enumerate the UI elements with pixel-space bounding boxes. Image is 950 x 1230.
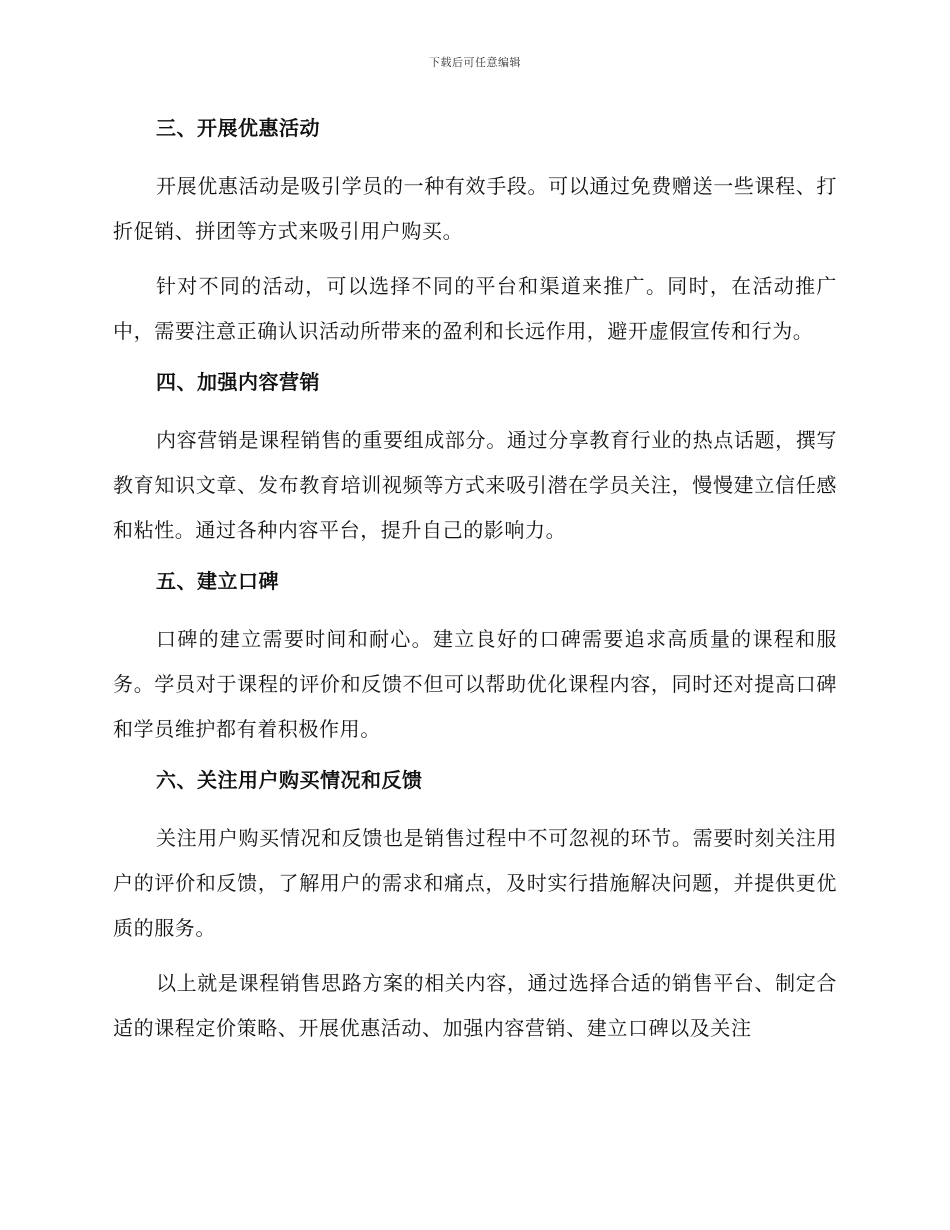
page-header-note: 下载后可任意编辑 — [429, 56, 521, 69]
section-content-marketing — [113, 364, 837, 553]
section-heading: 三、开展优惠活动 — [156, 116, 320, 140]
paragraph: 以上就是课程销售思路方案的相关内容，通过选择合适的销售平台、制定合适的课程定价策略、开展优惠活动、加强内容营销、建立口碑以及关注 — [113, 971, 837, 1040]
paragraph: 关注用户购买情况和反馈也是销售过程中不可忽视的环节。需要时刻关注用户的评价和反馈，了解用户的需求和痛点，及时实行措施解决问题，并提供更优质的服务。 — [113, 826, 837, 940]
section-reputation — [113, 563, 837, 752]
document-body — [113, 110, 837, 1061]
section-heading: 六、关注用户购买情况和反馈 — [156, 768, 423, 792]
section-heading: 四、加强内容营销 — [156, 370, 320, 394]
paragraph: 口碑的建立需要时间和耐心。建立良好的口碑需要追求高质量的课程和服务。学员对于课程的评价和反馈不但可以帮助优化课程内容，同时还对提高口碑和学员维护都有着积极作用。 — [113, 627, 837, 741]
section-user-feedback — [113, 762, 837, 1051]
section-promotions — [113, 110, 837, 354]
section-heading: 五、建立口碑 — [156, 569, 279, 593]
paragraph: 开展优惠活动是吸引学员的一种有效手段。可以通过免费赠送一些课程、打折促销、拼团等方式来吸引用户购买。 — [113, 174, 837, 243]
paragraph: 内容营销是课程销售的重要组成部分。通过分享教育行业的热点话题，撰写教育知识文章、发布教育培训视频等方式来吸引潜在学员关注，慢慢建立信任感和粘性。通过各种内容平台，提升自己的影响力。 — [113, 428, 837, 542]
paragraph: 针对不同的活动，可以选择不同的平台和渠道来推广。同时，在活动推广中，需要注意正确认识活动所带来的盈利和长远作用，避开虚假宣传和行为。 — [113, 274, 837, 343]
